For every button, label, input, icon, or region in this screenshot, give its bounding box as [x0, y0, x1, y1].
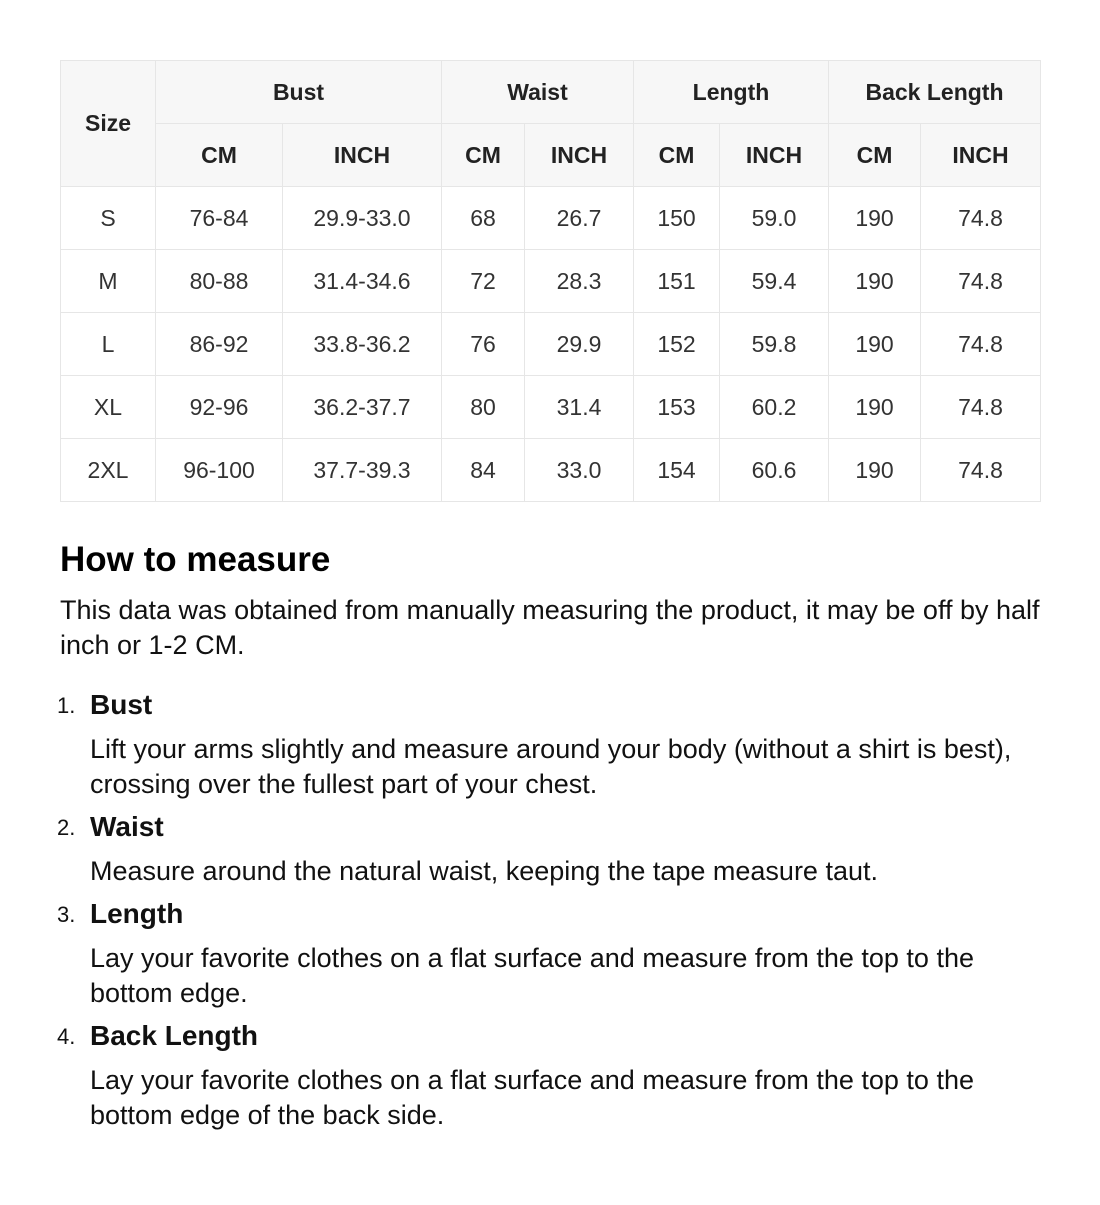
- table-body: [61, 187, 1041, 502]
- table-cell: 80: [442, 376, 525, 439]
- table-cell: 59.4: [720, 250, 829, 313]
- table-cell: 151: [634, 250, 720, 313]
- table-row: [61, 376, 1041, 439]
- table-cell: 76: [442, 313, 525, 376]
- table-cell: 33.0: [525, 439, 634, 502]
- table-cell: 31.4-34.6: [283, 250, 442, 313]
- list-item-title: Bust: [90, 689, 153, 720]
- table-cell: 84: [442, 439, 525, 502]
- size-guide: [57, 60, 1040, 1141]
- list-item-number: 2.: [57, 815, 76, 840]
- size-table: [60, 60, 1041, 502]
- table-cell: 190: [829, 250, 921, 313]
- table-cell: 190: [829, 439, 921, 502]
- list-item-number: 4.: [57, 1024, 76, 1049]
- unit-header: INCH: [283, 124, 442, 187]
- table-cell: 29.9-33.0: [283, 187, 442, 250]
- table-cell: 190: [829, 187, 921, 250]
- table-cell: 150: [634, 187, 720, 250]
- table-cell: 86-92: [156, 313, 283, 376]
- table-cell: 74.8: [921, 376, 1041, 439]
- list-item-description: Measure around the natural waist, keeping the tape measure taut.: [90, 856, 878, 886]
- table-cell: 153: [634, 376, 720, 439]
- list-item: [57, 1019, 1040, 1133]
- list-item-description: Lay your favorite clothes on a flat surface and measure from the top to the bottom edge.: [90, 943, 974, 1008]
- table-cell: 80-88: [156, 250, 283, 313]
- table-cell: 28.3: [525, 250, 634, 313]
- list-item-number: 3.: [57, 902, 76, 927]
- list-item-title: Waist: [90, 811, 164, 842]
- table-row: [61, 439, 1041, 502]
- measure-list: [57, 688, 1040, 1133]
- size-cell: 2XL: [61, 439, 156, 502]
- unit-header: INCH: [525, 124, 634, 187]
- table-cell: 74.8: [921, 439, 1041, 502]
- table-cell: 154: [634, 439, 720, 502]
- table-cell: 152: [634, 313, 720, 376]
- unit-header: CM: [829, 124, 921, 187]
- size-cell: M: [61, 250, 156, 313]
- group-header-length: Length: [634, 61, 829, 124]
- table-cell: 190: [829, 376, 921, 439]
- table-cell: 74.8: [921, 250, 1041, 313]
- table-cell: 76-84: [156, 187, 283, 250]
- table-cell: 96-100: [156, 439, 283, 502]
- table-cell: 29.9: [525, 313, 634, 376]
- table-row: [61, 250, 1041, 313]
- list-item: [57, 688, 1040, 802]
- table-cell: 92-96: [156, 376, 283, 439]
- table-cell: 74.8: [921, 187, 1041, 250]
- size-cell: XL: [61, 376, 156, 439]
- list-item: [57, 897, 1040, 1011]
- table-cell: 72: [442, 250, 525, 313]
- unit-header: INCH: [720, 124, 829, 187]
- list-item-title: Length: [90, 898, 184, 929]
- list-item-description: Lay your favorite clothes on a flat surface and measure from the top to the bottom edge of the back side.: [90, 1065, 974, 1130]
- size-header: Size: [61, 61, 156, 187]
- table-cell: 37.7-39.3: [283, 439, 442, 502]
- table-cell: 60.6: [720, 439, 829, 502]
- how-to-measure-heading: How to measure: [60, 540, 331, 579]
- table-header-groups-row: [61, 61, 1041, 124]
- group-header-bust: Bust: [156, 61, 442, 124]
- table-row: [61, 313, 1041, 376]
- list-item-number: 1.: [57, 693, 76, 718]
- table-cell: 59.8: [720, 313, 829, 376]
- table-row: [61, 187, 1041, 250]
- table-header: [61, 61, 1041, 187]
- list-item-description: Lift your arms slightly and measure around your body (without a shirt is best), crossing over the fullest part of your chest.: [90, 734, 1012, 799]
- group-header-waist: Waist: [442, 61, 634, 124]
- table-cell: 59.0: [720, 187, 829, 250]
- table-header-units-row: [61, 124, 1041, 187]
- list-item-title: Back Length: [90, 1020, 259, 1051]
- size-cell: S: [61, 187, 156, 250]
- unit-header: CM: [442, 124, 525, 187]
- group-header-back-length: Back Length: [829, 61, 1041, 124]
- list-item: [57, 810, 1040, 889]
- table-cell: 36.2-37.7: [283, 376, 442, 439]
- unit-header: CM: [634, 124, 720, 187]
- table-cell: 33.8-36.2: [283, 313, 442, 376]
- size-cell: L: [61, 313, 156, 376]
- table-cell: 60.2: [720, 376, 829, 439]
- table-cell: 31.4: [525, 376, 634, 439]
- table-cell: 68: [442, 187, 525, 250]
- table-cell: 74.8: [921, 313, 1041, 376]
- how-to-measure-intro: This data was obtained from manually measuring the product, it may be off by half inch or 1-2 CM.: [60, 595, 1040, 660]
- table-cell: 190: [829, 313, 921, 376]
- table-cell: 26.7: [525, 187, 634, 250]
- unit-header: CM: [156, 124, 283, 187]
- unit-header: INCH: [921, 124, 1041, 187]
